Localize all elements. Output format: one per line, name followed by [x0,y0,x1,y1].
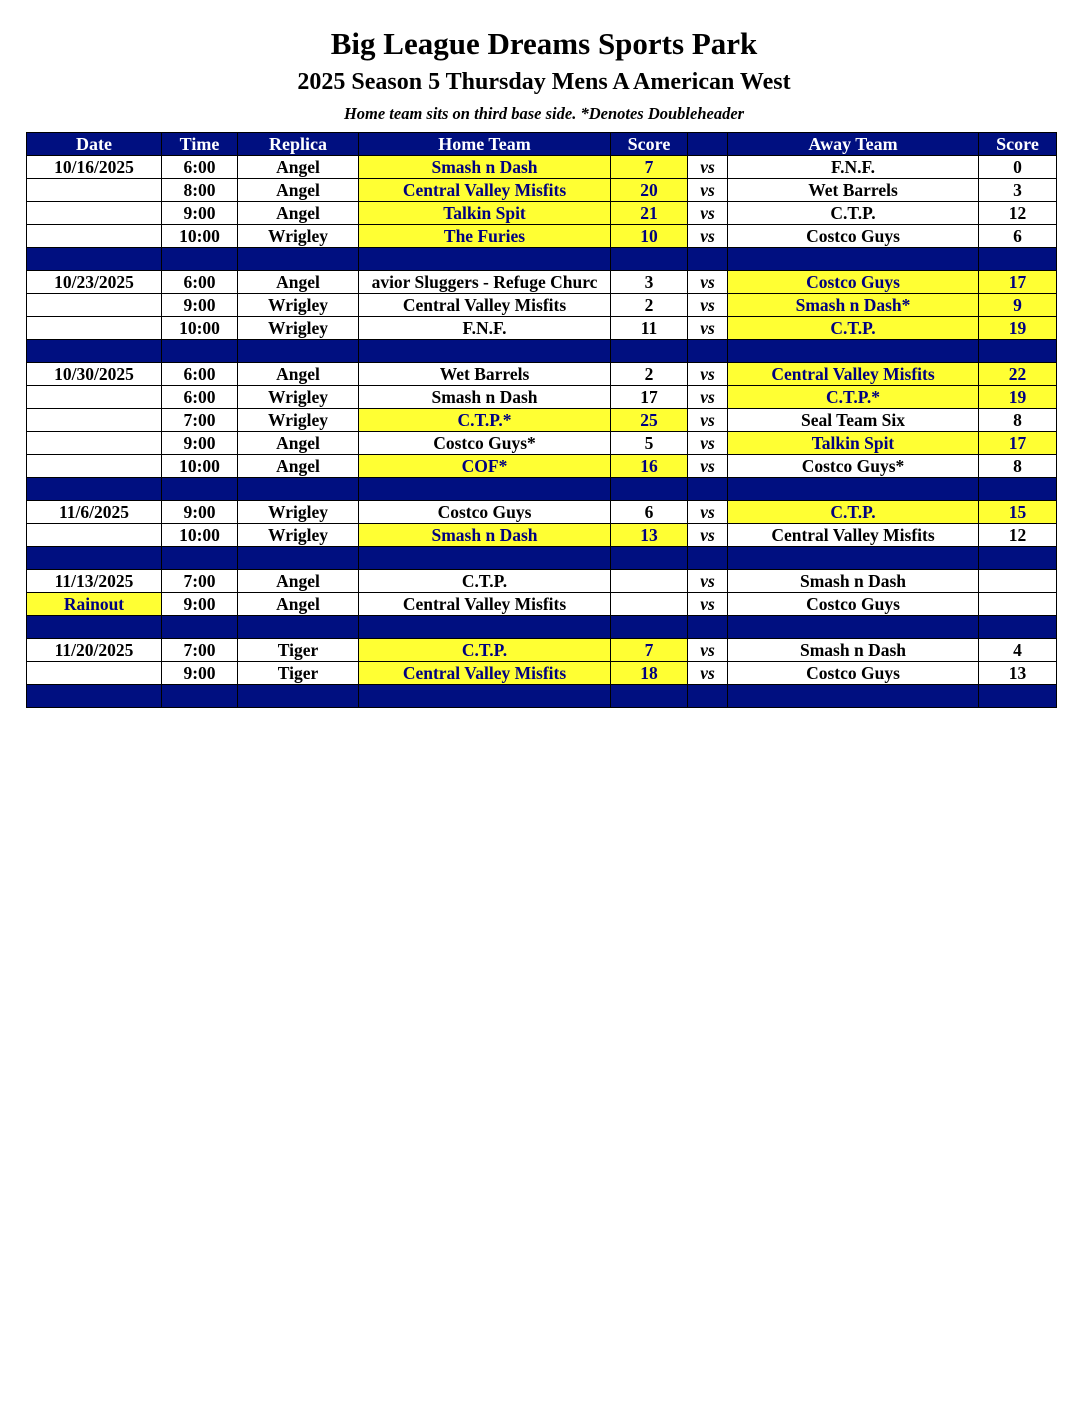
away-score-cell: 0 [979,156,1057,179]
page-subtitle: 2025 Season 5 Thursday Mens A American West [297,69,791,95]
home-team-cell: COF* [359,455,611,478]
home-score-cell: 21 [611,202,688,225]
separator-row [27,547,1057,570]
vs-label: vs [688,317,728,340]
date-cell: 10/16/2025 [27,156,162,179]
separator-cell [27,478,162,501]
separator-cell [688,248,728,271]
separator-cell [162,616,238,639]
replica-cell: Wrigley [238,225,359,248]
away-team-cell: C.T.P.* [728,386,979,409]
home-score-cell: 18 [611,662,688,685]
time-cell: 8:00 [162,179,238,202]
table-row [27,409,1057,432]
away-team-cell: Costco Guys [728,593,979,616]
separator-cell [238,340,359,363]
time-cell: 10:00 [162,317,238,340]
away-score-cell: 8 [979,455,1057,478]
page-title: Big League Dreams Sports Park [330,26,758,61]
date-cell [27,524,162,547]
home-score-cell: 5 [611,432,688,455]
away-team-cell: Central Valley Misfits [728,363,979,386]
table-row [27,386,1057,409]
separator-cell [688,478,728,501]
date-cell [27,455,162,478]
vs-label: vs [688,593,728,616]
replica-cell: Wrigley [238,409,359,432]
away-team-cell: C.T.P. [728,202,979,225]
home-team-cell: F.N.F. [359,317,611,340]
vs-label: vs [688,386,728,409]
separator-cell [979,248,1057,271]
date-cell: 11/20/2025 [27,639,162,662]
time-cell: 10:00 [162,455,238,478]
table-row [27,570,1057,593]
away-score-cell: 17 [979,271,1057,294]
home-team-cell: C.T.P.* [359,409,611,432]
date-cell [27,662,162,685]
separator-cell [979,547,1057,570]
separator-cell [611,248,688,271]
replica-cell: Angel [238,570,359,593]
separator-cell [27,685,162,708]
away-score-cell: 9 [979,294,1057,317]
table-row [27,156,1057,179]
date-cell: 11/6/2025 [27,501,162,524]
away-score-cell: 22 [979,363,1057,386]
separator-cell [162,340,238,363]
replica-cell: Tiger [238,639,359,662]
away-score-cell: 12 [979,524,1057,547]
separator-cell [611,547,688,570]
away-score-cell [979,593,1057,616]
away-score-cell: 19 [979,386,1057,409]
date-cell [27,225,162,248]
time-cell: 10:00 [162,225,238,248]
home-team-cell: Central Valley Misfits [359,662,611,685]
separator-cell [27,547,162,570]
col-home-team-header: Home Team [359,133,611,156]
home-score-cell: 7 [611,156,688,179]
separator-cell [728,616,979,639]
time-cell: 9:00 [162,202,238,225]
time-cell: 6:00 [162,271,238,294]
table-row [27,662,1057,685]
away-team-cell: Costco Guys [728,271,979,294]
col-home-score-header: Score [611,133,688,156]
separator-cell [238,478,359,501]
home-score-cell: 7 [611,639,688,662]
home-score-cell: 17 [611,386,688,409]
home-team-cell: Central Valley Misfits [359,179,611,202]
away-score-cell: 15 [979,501,1057,524]
table-row [27,593,1057,616]
replica-cell: Wrigley [238,317,359,340]
separator-cell [611,685,688,708]
date-cell [27,317,162,340]
time-cell: 9:00 [162,294,238,317]
separator-row [27,248,1057,271]
separator-cell [27,616,162,639]
separator-cell [238,616,359,639]
date-cell [27,432,162,455]
separator-cell [728,248,979,271]
away-score-cell: 12 [979,202,1057,225]
date-cell: Rainout [27,593,162,616]
separator-cell [728,547,979,570]
separator-row [27,685,1057,708]
date-cell [27,202,162,225]
home-team-cell: Costco Guys* [359,432,611,455]
table-row [27,501,1057,524]
col-away-score-header: Score [979,133,1057,156]
replica-cell: Angel [238,363,359,386]
date-cell [27,294,162,317]
separator-cell [728,685,979,708]
time-cell: 6:00 [162,156,238,179]
replica-cell: Wrigley [238,294,359,317]
away-team-cell: Seal Team Six [728,409,979,432]
time-cell: 6:00 [162,386,238,409]
home-score-cell: 2 [611,363,688,386]
separator-cell [162,478,238,501]
replica-cell: Angel [238,156,359,179]
home-score-cell: 6 [611,501,688,524]
vs-label: vs [688,363,728,386]
table-row [27,524,1057,547]
time-cell: 6:00 [162,363,238,386]
col-replica-header: Replica [238,133,359,156]
home-score-cell [611,570,688,593]
away-team-cell: Smash n Dash [728,639,979,662]
away-team-cell: Central Valley Misfits [728,524,979,547]
vs-label: vs [688,639,728,662]
separator-cell [728,478,979,501]
col-time-header: Time [162,133,238,156]
home-score-cell: 25 [611,409,688,432]
table-row [27,455,1057,478]
home-score-cell: 2 [611,294,688,317]
schedule-note: Home team sits on third base side. *Denotes Doubleheader [343,104,745,123]
time-cell: 9:00 [162,662,238,685]
home-team-cell: Smash n Dash [359,524,611,547]
date-cell: 10/30/2025 [27,363,162,386]
vs-label: vs [688,202,728,225]
separator-cell [688,685,728,708]
time-cell: 7:00 [162,409,238,432]
separator-cell [688,340,728,363]
table-row [27,225,1057,248]
away-team-cell: Costco Guys* [728,455,979,478]
away-team-cell: C.T.P. [728,501,979,524]
separator-cell [979,478,1057,501]
separator-cell [611,616,688,639]
separator-cell [611,478,688,501]
separator-cell [162,248,238,271]
home-team-cell: C.T.P. [359,639,611,662]
replica-cell: Angel [238,432,359,455]
separator-cell [979,685,1057,708]
separator-cell [688,547,728,570]
separator-cell [359,248,611,271]
header-row [27,133,1057,156]
vs-label: vs [688,225,728,248]
time-cell: 7:00 [162,570,238,593]
away-team-cell: F.N.F. [728,156,979,179]
away-score-cell [979,570,1057,593]
home-team-cell: Talkin Spit [359,202,611,225]
home-team-cell: Costco Guys [359,501,611,524]
table-row [27,317,1057,340]
vs-label: vs [688,524,728,547]
away-score-cell: 6 [979,225,1057,248]
separator-cell [359,685,611,708]
home-score-cell: 16 [611,455,688,478]
replica-cell: Wrigley [238,501,359,524]
col-away-team-header: Away Team [728,133,979,156]
home-score-cell [611,593,688,616]
separator-cell [162,547,238,570]
home-score-cell: 13 [611,524,688,547]
date-cell: 11/13/2025 [27,570,162,593]
separator-cell [611,340,688,363]
home-score-cell: 11 [611,317,688,340]
separator-cell [359,478,611,501]
table-row [27,202,1057,225]
separator-cell [359,340,611,363]
away-score-cell: 4 [979,639,1057,662]
home-score-cell: 20 [611,179,688,202]
replica-cell: Wrigley [238,386,359,409]
home-team-cell: Smash n Dash [359,386,611,409]
col-date-header: Date [27,133,162,156]
separator-cell [979,340,1057,363]
separator-cell [359,547,611,570]
away-score-cell: 17 [979,432,1057,455]
separator-row [27,478,1057,501]
separator-cell [238,248,359,271]
separator-cell [359,616,611,639]
table-row [27,294,1057,317]
date-cell [27,409,162,432]
replica-cell: Tiger [238,662,359,685]
home-team-cell: Wet Barrels [359,363,611,386]
replica-cell: Wrigley [238,524,359,547]
separator-row [27,616,1057,639]
time-cell: 9:00 [162,501,238,524]
away-score-cell: 8 [979,409,1057,432]
home-score-cell: 10 [611,225,688,248]
separator-cell [27,248,162,271]
date-cell [27,386,162,409]
time-cell: 10:00 [162,524,238,547]
away-team-cell: Wet Barrels [728,179,979,202]
time-cell: 9:00 [162,432,238,455]
replica-cell: Angel [238,179,359,202]
home-team-cell: C.T.P. [359,570,611,593]
time-cell: 9:00 [162,593,238,616]
table-row [27,432,1057,455]
away-score-cell: 19 [979,317,1057,340]
separator-row [27,340,1057,363]
col-vs-header [688,133,728,156]
home-team-cell: Central Valley Misfits [359,294,611,317]
separator-cell [688,616,728,639]
replica-cell: Angel [238,455,359,478]
table-row [27,639,1057,662]
time-cell: 7:00 [162,639,238,662]
separator-cell [238,685,359,708]
separator-cell [162,685,238,708]
away-team-cell: C.T.P. [728,317,979,340]
away-team-cell: Talkin Spit [728,432,979,455]
away-score-cell: 3 [979,179,1057,202]
away-team-cell: Costco Guys [728,225,979,248]
schedule-table [26,132,1057,708]
home-score-cell: 3 [611,271,688,294]
vs-label: vs [688,409,728,432]
vs-label: vs [688,432,728,455]
vs-label: vs [688,662,728,685]
home-team-cell: Smash n Dash [359,156,611,179]
vs-label: vs [688,455,728,478]
vs-label: vs [688,156,728,179]
away-score-cell: 13 [979,662,1057,685]
away-team-cell: Costco Guys [728,662,979,685]
replica-cell: Angel [238,593,359,616]
separator-cell [728,340,979,363]
date-cell [27,179,162,202]
vs-label: vs [688,501,728,524]
home-team-cell: The Furies [359,225,611,248]
away-team-cell: Smash n Dash* [728,294,979,317]
vs-label: vs [688,271,728,294]
vs-label: vs [688,179,728,202]
table-row [27,271,1057,294]
separator-cell [979,616,1057,639]
away-team-cell: Smash n Dash [728,570,979,593]
vs-label: vs [688,294,728,317]
home-team-cell: avior Sluggers - Refuge Churc [359,271,611,294]
date-cell: 10/23/2025 [27,271,162,294]
home-team-cell: Central Valley Misfits [359,593,611,616]
replica-cell: Angel [238,202,359,225]
separator-cell [238,547,359,570]
replica-cell: Angel [238,271,359,294]
separator-cell [27,340,162,363]
vs-label: vs [688,570,728,593]
table-row [27,179,1057,202]
table-row [27,363,1057,386]
schedule-body [27,156,1057,708]
